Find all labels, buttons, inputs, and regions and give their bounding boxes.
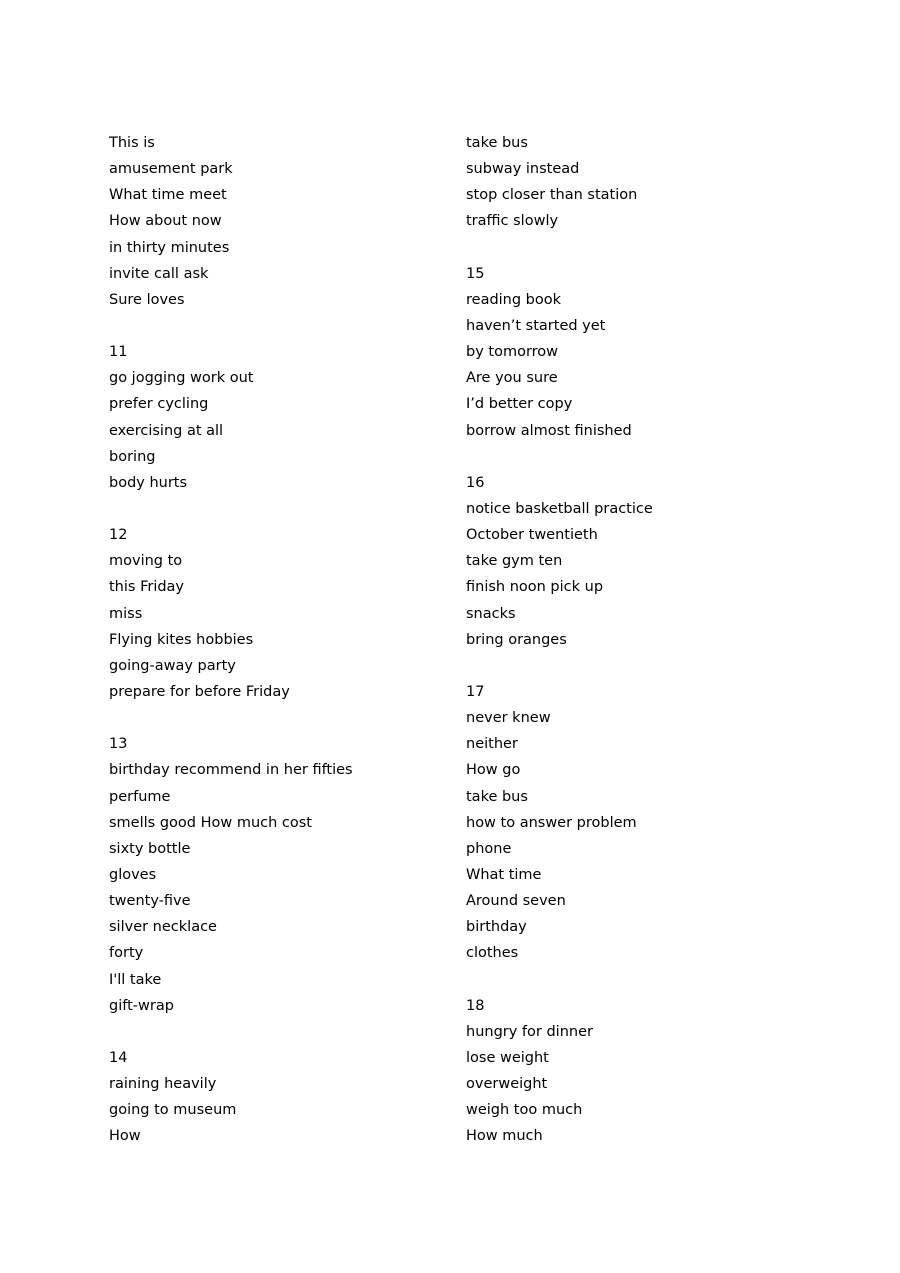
note-line: raining heavily	[109, 1076, 217, 1093]
note-line: going to museum	[109, 1102, 237, 1119]
note-line: This is	[109, 135, 155, 151]
block-spacer	[466, 235, 796, 261]
note-block	[466, 993, 796, 1150]
note-line: Around seven	[466, 893, 566, 910]
note-line: prepare for before Friday	[109, 683, 290, 700]
note-line: Flying kites hobbies	[109, 631, 254, 648]
block-number: 17	[466, 683, 485, 700]
note-line: October twentieth	[466, 527, 598, 544]
note-block	[466, 470, 796, 653]
note-line: finish noon pick up	[466, 579, 604, 596]
note-line: weigh too much	[466, 1102, 583, 1119]
note-line: sixty bottle	[109, 840, 191, 857]
note-block	[109, 130, 439, 313]
note-line: gift-wrap	[109, 997, 174, 1014]
note-block	[109, 339, 439, 496]
block-number: 13	[109, 736, 128, 753]
note-line: snacks	[466, 605, 516, 622]
note-line: gloves	[109, 866, 157, 883]
note-line: go jogging work out	[109, 370, 254, 387]
note-line: smells good How much cost	[109, 814, 312, 831]
note-block	[466, 679, 796, 967]
note-line: notice basketball practice	[466, 500, 653, 517]
block-spacer	[466, 967, 796, 993]
block-spacer	[109, 705, 439, 731]
note-line: amusement park	[109, 161, 233, 178]
note-line: traffic slowly	[466, 213, 559, 230]
note-line: exercising at all	[109, 422, 224, 439]
note-line: moving to	[109, 553, 183, 570]
block-spacer	[466, 444, 796, 470]
note-line: silver necklace	[109, 919, 217, 936]
block-spacer	[109, 496, 439, 522]
note-line: phone	[466, 840, 512, 857]
note-line: lose weight	[466, 1049, 549, 1066]
note-line: subway instead	[466, 161, 580, 178]
note-line: bring oranges	[466, 631, 567, 648]
note-line: forty	[109, 945, 144, 962]
note-line: neither	[466, 736, 518, 753]
left-column	[109, 130, 439, 1149]
note-line: perfume	[109, 788, 171, 805]
note-line: overweight	[466, 1076, 548, 1093]
note-line: never knew	[466, 710, 551, 727]
note-line: reading book	[466, 291, 562, 308]
note-line: Sure loves	[109, 291, 185, 308]
note-line: going-away party	[109, 657, 236, 674]
note-line: by tomorrow	[466, 344, 559, 361]
note-line: stop closer than station	[466, 187, 638, 204]
block-number: 18	[466, 997, 485, 1014]
note-line: miss	[109, 605, 143, 622]
note-line: birthday recommend in her fifties	[109, 762, 353, 779]
note-line: invite call ask	[109, 265, 209, 282]
block-spacer	[109, 1019, 439, 1045]
note-line: this Friday	[109, 579, 185, 596]
note-line: How	[109, 1128, 141, 1145]
block-number: 14	[109, 1049, 128, 1066]
note-line: How much	[466, 1128, 543, 1145]
note-block	[466, 130, 796, 235]
note-line: take bus	[466, 788, 528, 805]
note-line: clothes	[466, 945, 519, 962]
note-line: I'll take	[109, 971, 162, 988]
note-line: take gym ten	[466, 553, 563, 570]
note-line: How go	[466, 762, 521, 779]
note-line: in thirty minutes	[109, 239, 230, 256]
note-line: What time meet	[109, 187, 227, 204]
note-block	[466, 261, 796, 444]
note-line: hungry for dinner	[466, 1023, 593, 1040]
block-spacer	[109, 313, 439, 339]
note-line: Are you sure	[466, 370, 558, 387]
note-line: birthday	[466, 919, 527, 936]
note-line: body hurts	[109, 474, 188, 491]
block-number: 15	[466, 265, 485, 282]
note-block	[109, 1045, 439, 1150]
note-line: What time	[466, 866, 542, 883]
block-number: 12	[109, 527, 128, 544]
note-line: twenty-five	[109, 893, 191, 910]
block-number: 16	[466, 474, 485, 491]
right-column	[466, 130, 796, 1149]
note-line: boring	[109, 448, 156, 465]
note-line: I’d better copy	[466, 396, 573, 413]
block-spacer	[466, 653, 796, 679]
note-line: haven’t started yet	[466, 317, 606, 334]
block-number: 11	[109, 344, 128, 361]
note-line: take bus	[466, 135, 528, 151]
note-line: How about now	[109, 213, 222, 230]
note-line: how to answer problem	[466, 814, 637, 831]
note-block	[109, 522, 439, 705]
note-line: prefer cycling	[109, 396, 209, 413]
note-line: borrow almost finished	[466, 422, 632, 439]
note-block	[109, 731, 439, 1019]
